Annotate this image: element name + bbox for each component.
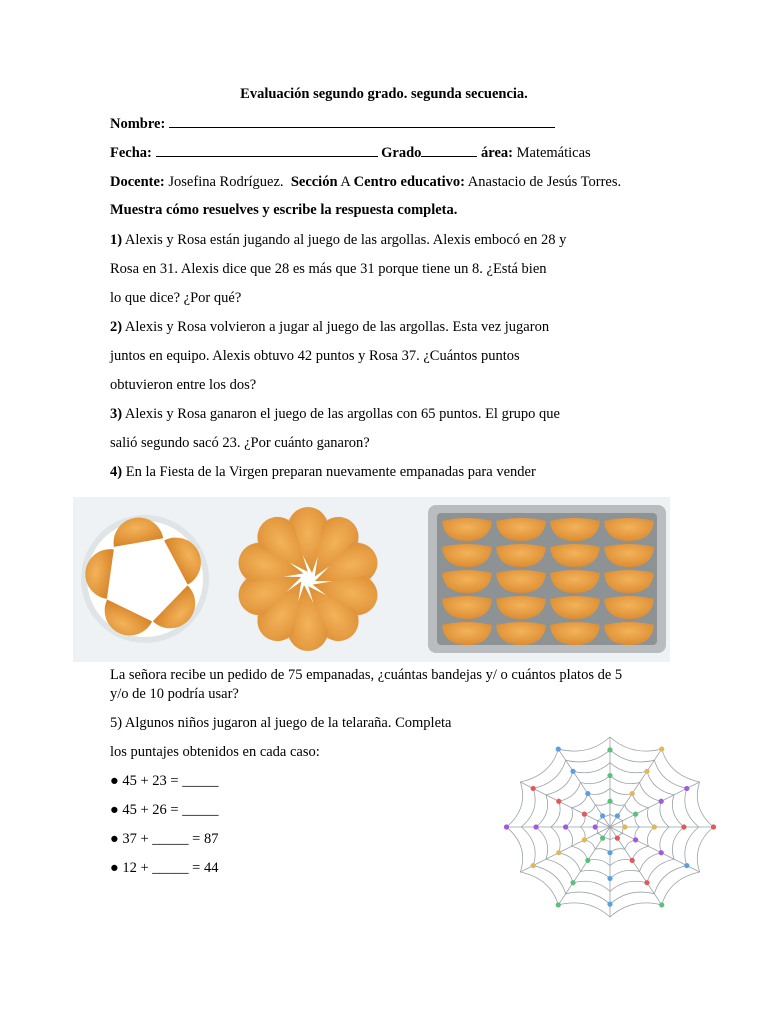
problem-3-line-2: salió segundo sacó 23. ¿Por cuánto ganaron? (110, 435, 370, 451)
web-node (531, 786, 536, 791)
web-node (681, 824, 686, 829)
tray-twenty-empanadas (428, 505, 666, 653)
web-node (615, 836, 620, 841)
web-node (659, 746, 664, 751)
web-node (659, 902, 664, 907)
web-node (556, 746, 561, 751)
problem-5-line-2: los puntajes obtenidos en cada caso: (110, 744, 320, 760)
web-node (570, 880, 575, 885)
teacher-label: Docente: (110, 174, 165, 190)
date-label: Fecha: (110, 145, 152, 161)
web-node (630, 791, 635, 796)
web-node (630, 858, 635, 863)
grade-label: Grado (381, 145, 422, 161)
plate-ten-empanadas (233, 507, 382, 651)
instruction: Muestra cómo resuelves y escribe la respuesta completa. (110, 202, 458, 218)
web-node (582, 837, 587, 842)
school-value: Anastacio de Jesús Torres. (467, 174, 622, 190)
plate-five-empanadas (81, 514, 210, 644)
section-value: A (340, 174, 351, 190)
web-node (607, 799, 612, 804)
section-label: Sección (290, 174, 338, 190)
web-node (600, 813, 605, 818)
web-node (607, 902, 612, 907)
area-label: área: (481, 145, 513, 161)
web-node (711, 824, 716, 829)
problem-2-line-3: obtuvieron entre los dos? (110, 377, 257, 393)
exercise-1[interactable]: ● 45 + 23 = _____ (110, 773, 219, 789)
web-node (585, 858, 590, 863)
web-node (582, 812, 587, 817)
problem-5-line-1: 5) Algunos niños jugaron al juego de la telaraña. Completa (110, 715, 452, 731)
teacher-row (110, 174, 621, 191)
web-node (563, 824, 568, 829)
problem-4-line-1: 4) En la Fiesta de la Virgen preparan nuevamente empanadas para vender (110, 464, 536, 480)
problem-4-question-line-2: y/o de 10 podría usar? (110, 686, 239, 702)
web-node (684, 863, 689, 868)
web-node (570, 769, 575, 774)
web-node (600, 836, 605, 841)
exercise-2[interactable]: ● 45 + 26 = _____ (110, 802, 219, 818)
empanadas-image (73, 497, 670, 662)
page-title: Evaluación segundo grado. segunda secuencia. (240, 86, 528, 102)
web-node (556, 902, 561, 907)
problem-4-question-line-1: La señora recibe un pedido de 75 empanadas, ¿cuántas bandejas y/ o cuántos platos de 5 (110, 667, 623, 683)
teacher-value: Josefina Rodríguez. (168, 174, 284, 190)
web-node (607, 876, 612, 881)
web-node (607, 747, 612, 752)
problem-3-line-1: 3) Alexis y Rosa ganaron el juego de las argollas con 65 puntos. El grupo que (110, 406, 560, 422)
problem-2-line-2: juntos en equipo. Alexis obtuvo 42 puntos y Rosa 37. ¿Cuántos puntos (110, 348, 520, 364)
problem-2-line-1: 2) Alexis y Rosa volvieron a jugar al juego de las argollas. Esta vez jugaron (110, 319, 550, 335)
web-node (633, 837, 638, 842)
web-node (607, 850, 612, 855)
web-node (659, 799, 664, 804)
problem-1-line-2: Rosa en 31. Alexis dice que 28 es más que 31 porque tiene un 8. ¿Está bien (110, 261, 547, 277)
web-node (652, 824, 657, 829)
web-node (533, 824, 538, 829)
web-node (633, 812, 638, 817)
grade-blank[interactable] (421, 144, 477, 157)
exercise-4[interactable]: ● 12 + _____ = 44 (110, 860, 219, 876)
name-label: Nombre: (110, 116, 166, 132)
web-node (593, 824, 598, 829)
web-node (644, 769, 649, 774)
problem-1-line-1: 1) Alexis y Rosa están jugando al juego de las argollas. Alexis embocó en 28 y (110, 232, 567, 248)
web-node (585, 791, 590, 796)
problem-1-line-3: lo que dice? ¿Por qué? (110, 290, 242, 306)
school-label: Centro educativo: (353, 174, 465, 190)
web-node (615, 813, 620, 818)
web-node (659, 850, 664, 855)
web-node (644, 880, 649, 885)
web-node (531, 863, 536, 868)
web-node (607, 773, 612, 778)
name-field[interactable] (110, 115, 555, 133)
web-node (556, 850, 561, 855)
date-grade-area-row (110, 144, 591, 162)
exercise-3[interactable]: ● 37 + _____ = 87 (110, 831, 219, 847)
web-node (504, 824, 509, 829)
spider-web-image (500, 735, 720, 920)
web-node (622, 824, 627, 829)
web-node (684, 786, 689, 791)
web-node (556, 799, 561, 804)
area-value: Matemáticas (516, 145, 591, 161)
name-blank[interactable] (169, 115, 555, 128)
date-blank[interactable] (156, 144, 378, 157)
